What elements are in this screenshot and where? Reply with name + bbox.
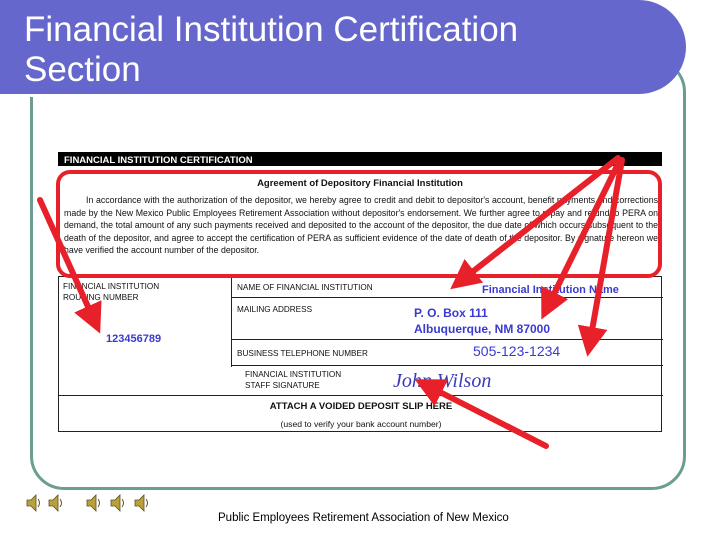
mailing-address-label: MAILING ADDRESS [237,305,313,314]
routing-number-value: 123456789 [106,333,162,345]
address-line-1-value: P. O. Box 111 [414,306,488,320]
routing-label-line1: FINANCIAL INSTITUTION [63,282,160,291]
speaker-icon[interactable] [26,492,44,514]
speaker-icon[interactable] [48,492,66,514]
address-line-2-value: Albuquerque, NM 87000 [414,322,551,336]
slide-title: Financial Institution Certification Section [24,10,519,89]
phone-label: BUSINESS TELEPHONE NUMBER [237,349,368,358]
arrow-signature [428,386,546,446]
routing-label-line2: ROUTING NUMBER [63,293,139,302]
form-header: FINANCIAL INSTITUTION CERTIFICATION [58,152,662,166]
staff-label-line1: FINANCIAL INSTITUTION [245,370,342,379]
phone-value: 505-123-1234 [473,343,561,359]
agreement-body: In accordance with the authorization of the depositor, we hereby agree to credit and debit to depositor's account, benefit payments and corrections made by the New Mexico Public Employees Retirement Association without depositor's endorsement. We further agree to repay and refund to PERA on demand, the total amount of any such payments received and deposited to the account of the depositor, the due date of which occurs subsequent to the death of the depositor, and agree to accept the certification of PERA as sufficient evidence of the date of death of the depositor. By signature hereon we have verified the account number of the depositor. [64,195,658,256]
slide-footer: Public Employees Retirement Association of New Mexico [218,512,509,524]
attach-sub-note: (used to verify your bank account number) [280,419,442,429]
agreement-title: Agreement of Depository Financial Institution [257,178,463,189]
arrow-routing [40,200,94,320]
speaker-icon[interactable] [134,492,152,514]
arrow-name [462,158,618,280]
staff-label-line2: STAFF SIGNATURE [245,381,320,390]
speaker-icon[interactable] [86,492,104,514]
signature-value: John Wilson [393,370,492,392]
attach-note: ATTACH A VOIDED DEPOSIT SLIP HERE [269,401,453,412]
institution-name-value: Financial Institution Name [482,284,619,296]
speaker-icon[interactable] [110,492,128,514]
institution-name-label: NAME OF FINANCIAL INSTITUTION [237,283,373,292]
